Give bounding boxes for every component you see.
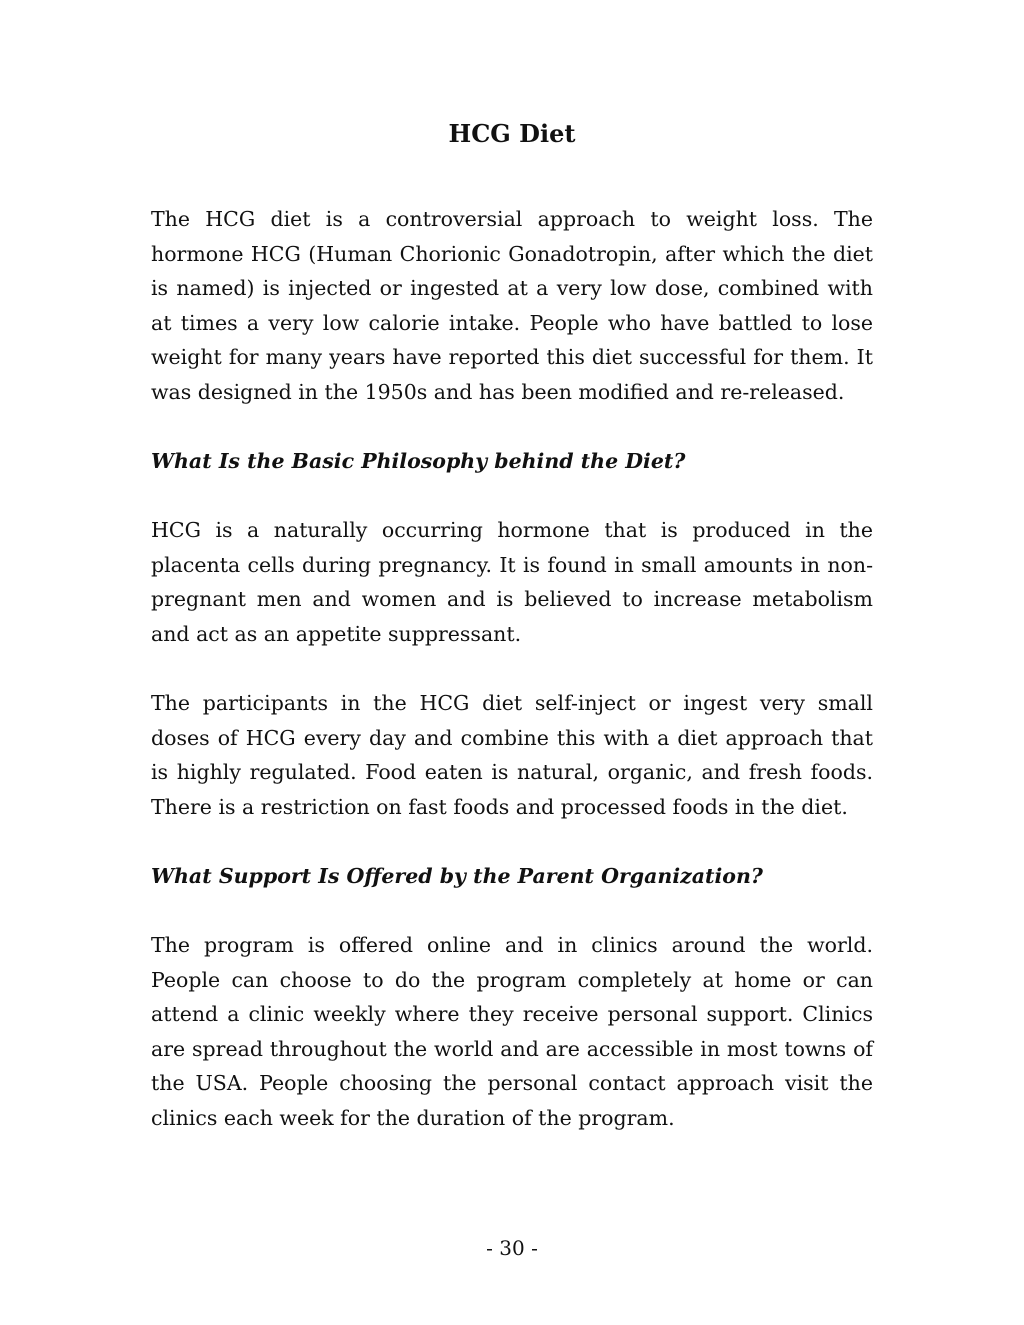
section-heading-philosophy: What Is the Basic Philosophy behind the Diet? (151, 449, 686, 473)
paragraph-philosophy-2: The participants in the HCG diet self-inject or ingest very small doses of HCG every day and combine this with a diet approach that is highly regulated. Food eaten is natural, organic, and fresh foods. There is a restriction on fast foods and processed foods in the diet. (151, 691, 873, 819)
section-heading-support: What Support Is Offered by the Parent Organization? (151, 864, 763, 888)
page-title: HCG Diet (448, 119, 576, 148)
page-number: - 30 - (486, 1236, 538, 1260)
paragraph-intro: The HCG diet is a controversial approach to weight loss. The hormone HCG (Human Chorionic Gonadotropin, after which the diet is named) is injected or ingested at a very low dose, combined with at times a very low calorie intake. People who have battled to lose weight for many years have reported this diet successful for them. It was designed in the 1950s and has been modified and re-released. (151, 207, 873, 404)
paragraph-philosophy-1: HCG is a naturally occurring hormone that is produced in the placenta cells during pregnancy. It is found in small amounts in non-pregnant men and women and is believed to increase metabolism and act as an appetite suppressant. (151, 518, 873, 646)
paragraph-support: The program is offered online and in clinics around the world. People can choose to do the program completely at home or can attend a clinic weekly where they receive personal support. Clinics are spread throughout the world and are accessible in most towns of the USA. People choosing the personal contact approach visit the clinics each week for the duration of the program. (151, 933, 873, 1130)
